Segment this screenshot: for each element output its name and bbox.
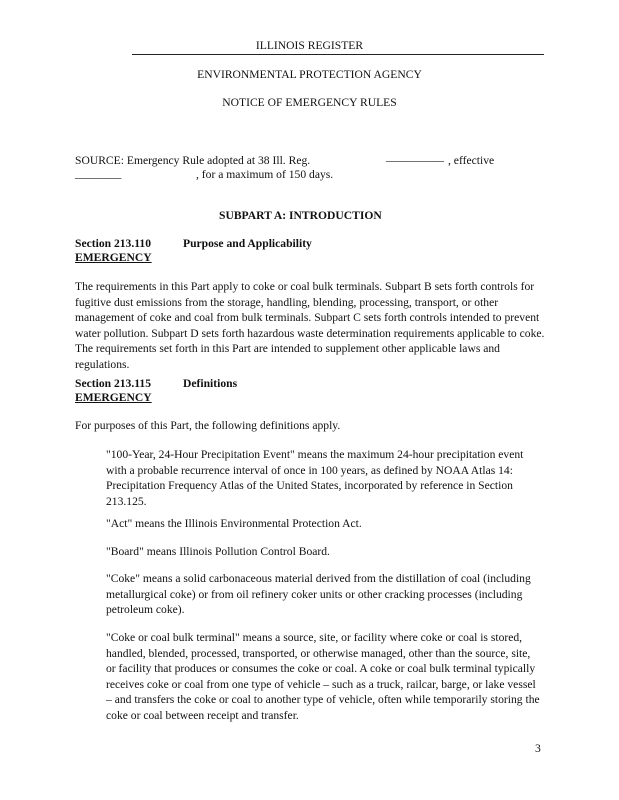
page-number: 3: [535, 742, 541, 755]
section-110-number: Section 213.110: [75, 237, 152, 250]
source-blank-2: ________: [75, 167, 122, 180]
notice-title: NOTICE OF EMERGENCY RULES: [222, 96, 397, 109]
definition-board: "Board" means Illinois Pollution Control Board.: [106, 545, 330, 558]
section-115-number: Section 213.115: [75, 377, 152, 390]
source-blank-1: __________: [386, 150, 444, 163]
source-line-2-end: , for a maximum of 150 days.: [196, 168, 334, 181]
section-110-title: Purpose and Applicability: [183, 237, 312, 250]
source-line-end: , effective: [448, 154, 495, 167]
section-115-title: Definitions: [183, 377, 238, 390]
source-line-start: SOURCE: Emergency Rule adopted at 38 Ill. Reg.: [75, 154, 311, 167]
subpart-title: SUBPART A: INTRODUCTION: [219, 209, 382, 222]
section-115-intro: For purposes of this Part, the following definitions apply.: [75, 419, 341, 432]
section-110-body: The requirements in this Part apply to coke or coal bulk terminals. Subpart B sets forth controls for fugitive dust emissions from the storage, handling, blending, processing, transport, or other management of coke and coal from bulk terminals. Subpart C sets forth controls intended to prevent water pollution. Subpart D sets forth hazardous waste determination requirements applicable to coke. The requirements set forth in this Part are intended to supplement other applicable laws and regulations.: [75, 280, 545, 371]
definition-100-year-event: "100-Year, 24-Hour Precipitation Event" means the maximum 24-hour precipitation event with a probable recurrence interval of once in 100 years, as defined by NOAA Atlas 14: Precipitation Frequency Atlas of the United States, incorporated by reference in Section 213.125.: [106, 448, 524, 508]
section-110-emergency-tag: EMERGENCY: [75, 251, 152, 264]
header-rule: [132, 54, 544, 55]
definition-coke: "Coke" means a solid carbonaceous material derived from the distillation of coal (including metallurgical coke) or from oil refinery coker units or other cracking processes (including petroleum coke).: [106, 572, 531, 616]
register-title: ILLINOIS REGISTER: [255, 39, 364, 52]
definition-act: "Act" means the Illinois Environmental Protection Act.: [106, 517, 362, 530]
definition-coke-or-coal-bulk-terminal: "Coke or coal bulk terminal" means a source, site, or facility where coke or coal is stored, handled, blended, processed, transported, or otherwise managed, other than the source, site, or facility that produces or consumes the coke or coal. A coke or coal bulk terminal typically receives coke or coal from one type of vehicle – such as a truck, railcar, barge, or lake vessel – and transfers the coke or coal to another type of vehicle, often while temporarily storing the coke or coal between receipt and transfer.: [106, 631, 540, 722]
agency-title: ENVIRONMENTAL PROTECTION AGENCY: [197, 68, 422, 81]
section-115-emergency-tag: EMERGENCY: [75, 391, 152, 404]
